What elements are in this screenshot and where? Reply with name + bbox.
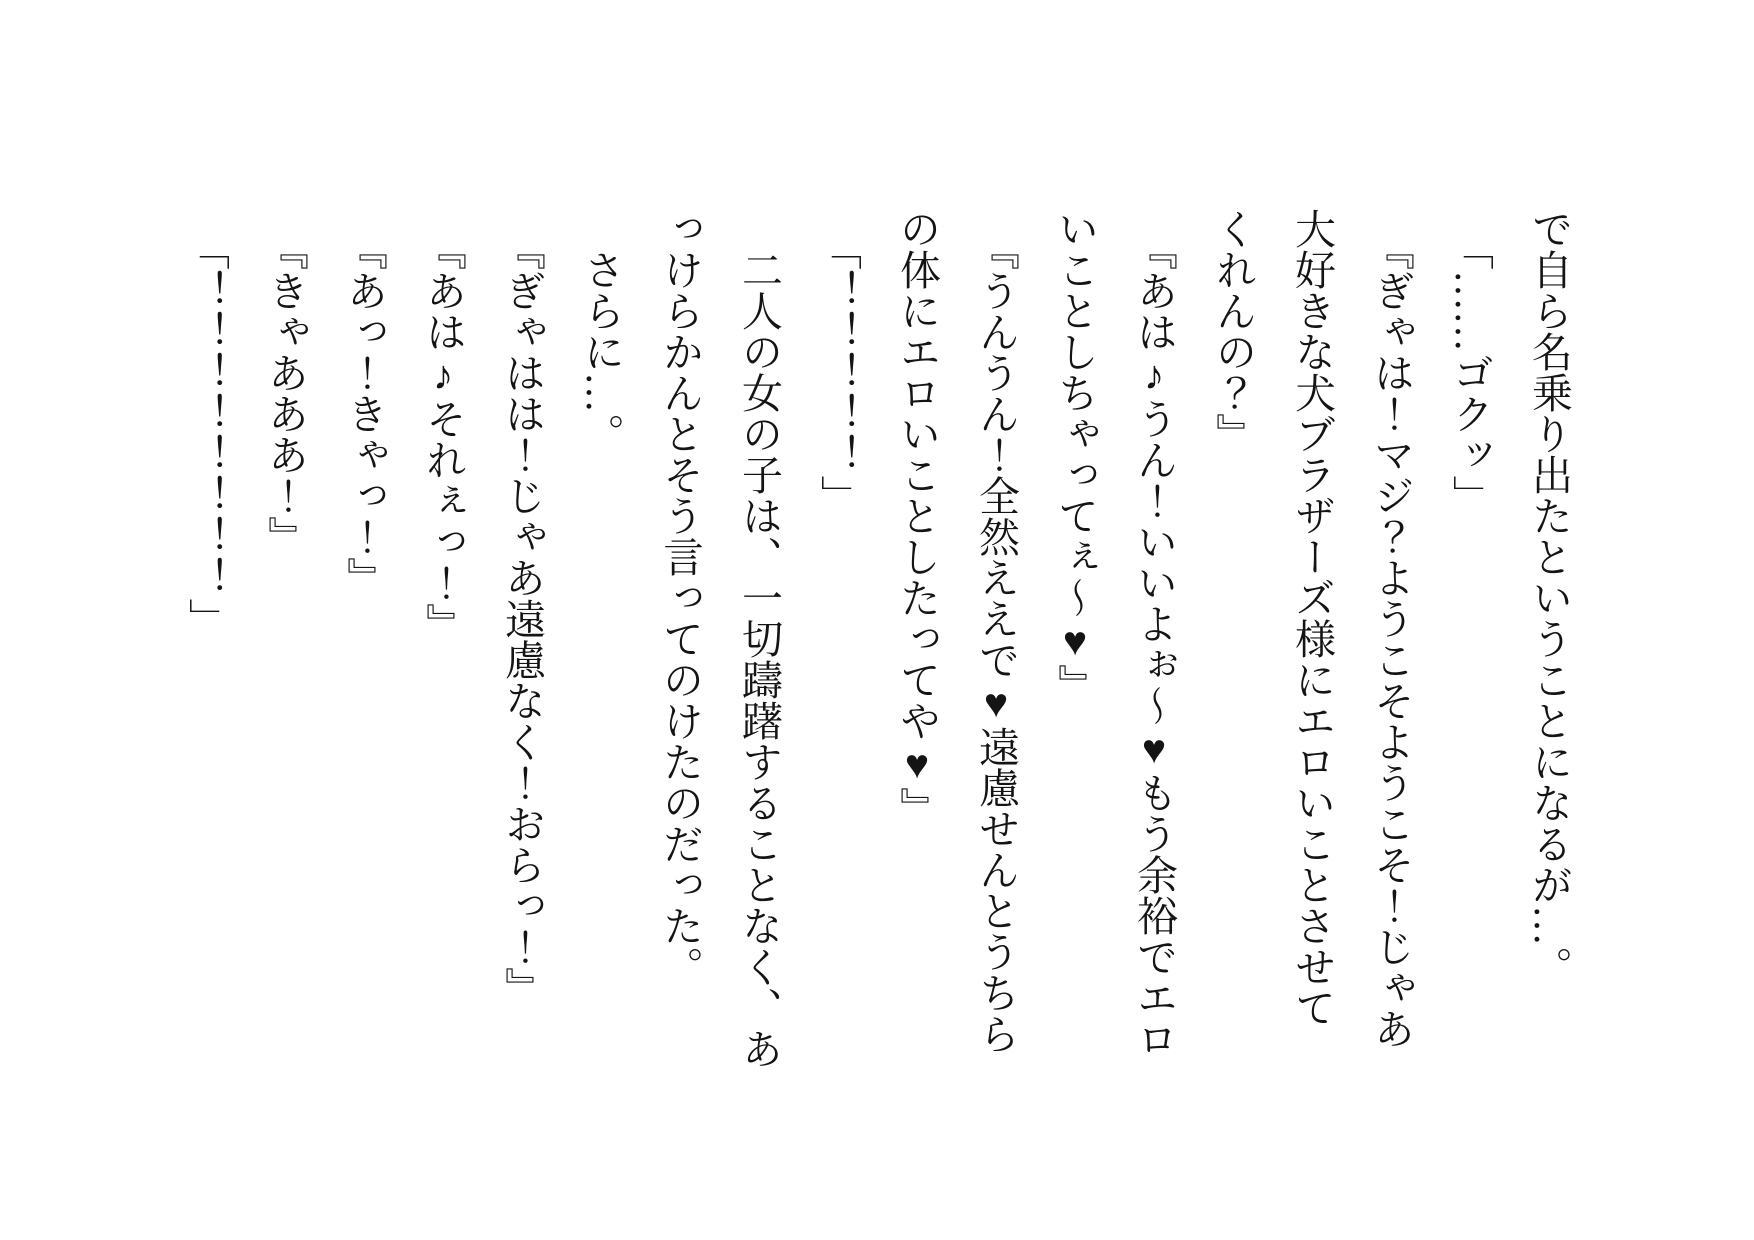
text-line: いことしちゃってぇ〜♥』 xyxy=(1052,208,1098,705)
vertical-text-block xyxy=(166,208,1588,1128)
text-line: 『あは♪うん！いいよぉ〜♥もう余裕でエロ xyxy=(1131,228,1177,1059)
text-line: 「！！！！！！！！」 xyxy=(183,228,229,639)
text-line: 「！！！！！」 xyxy=(815,228,861,516)
text-line: 「……ゴクッ」 xyxy=(1447,228,1493,516)
text-line: 『ぎゃは！マジ？ようこそようこそ！じゃあ xyxy=(1368,228,1414,1049)
text-line: 大好きな犬ブラザーズ様にエロいことさせて xyxy=(1289,208,1335,1028)
text-line: 『ぎゃはは！じゃあ遠慮なく！おらっ！』 xyxy=(499,228,545,1008)
text-line: 二人の女の子は、一切躊躇することなく、あ xyxy=(736,249,782,1069)
text-line: さらに…。 xyxy=(578,249,624,454)
text-line: 『あっ！きゃっ！』 xyxy=(341,228,387,598)
text-line: くれんの？』 xyxy=(1210,208,1256,454)
text-line: 『きゃあああ！』 xyxy=(262,228,308,557)
text-line: っけらかんとそう言ってのけたのだった。 xyxy=(657,208,703,987)
text-line: で自ら名乗り出たということになるが…。 xyxy=(1526,208,1572,987)
text-line: の体にエロいことしたってや♥』 xyxy=(894,208,940,828)
text-line: 『あは♪それぇっ！』 xyxy=(420,228,466,644)
text-line: 『うんうん！全然ええで♥遠慮せんとうちら xyxy=(973,228,1019,1054)
